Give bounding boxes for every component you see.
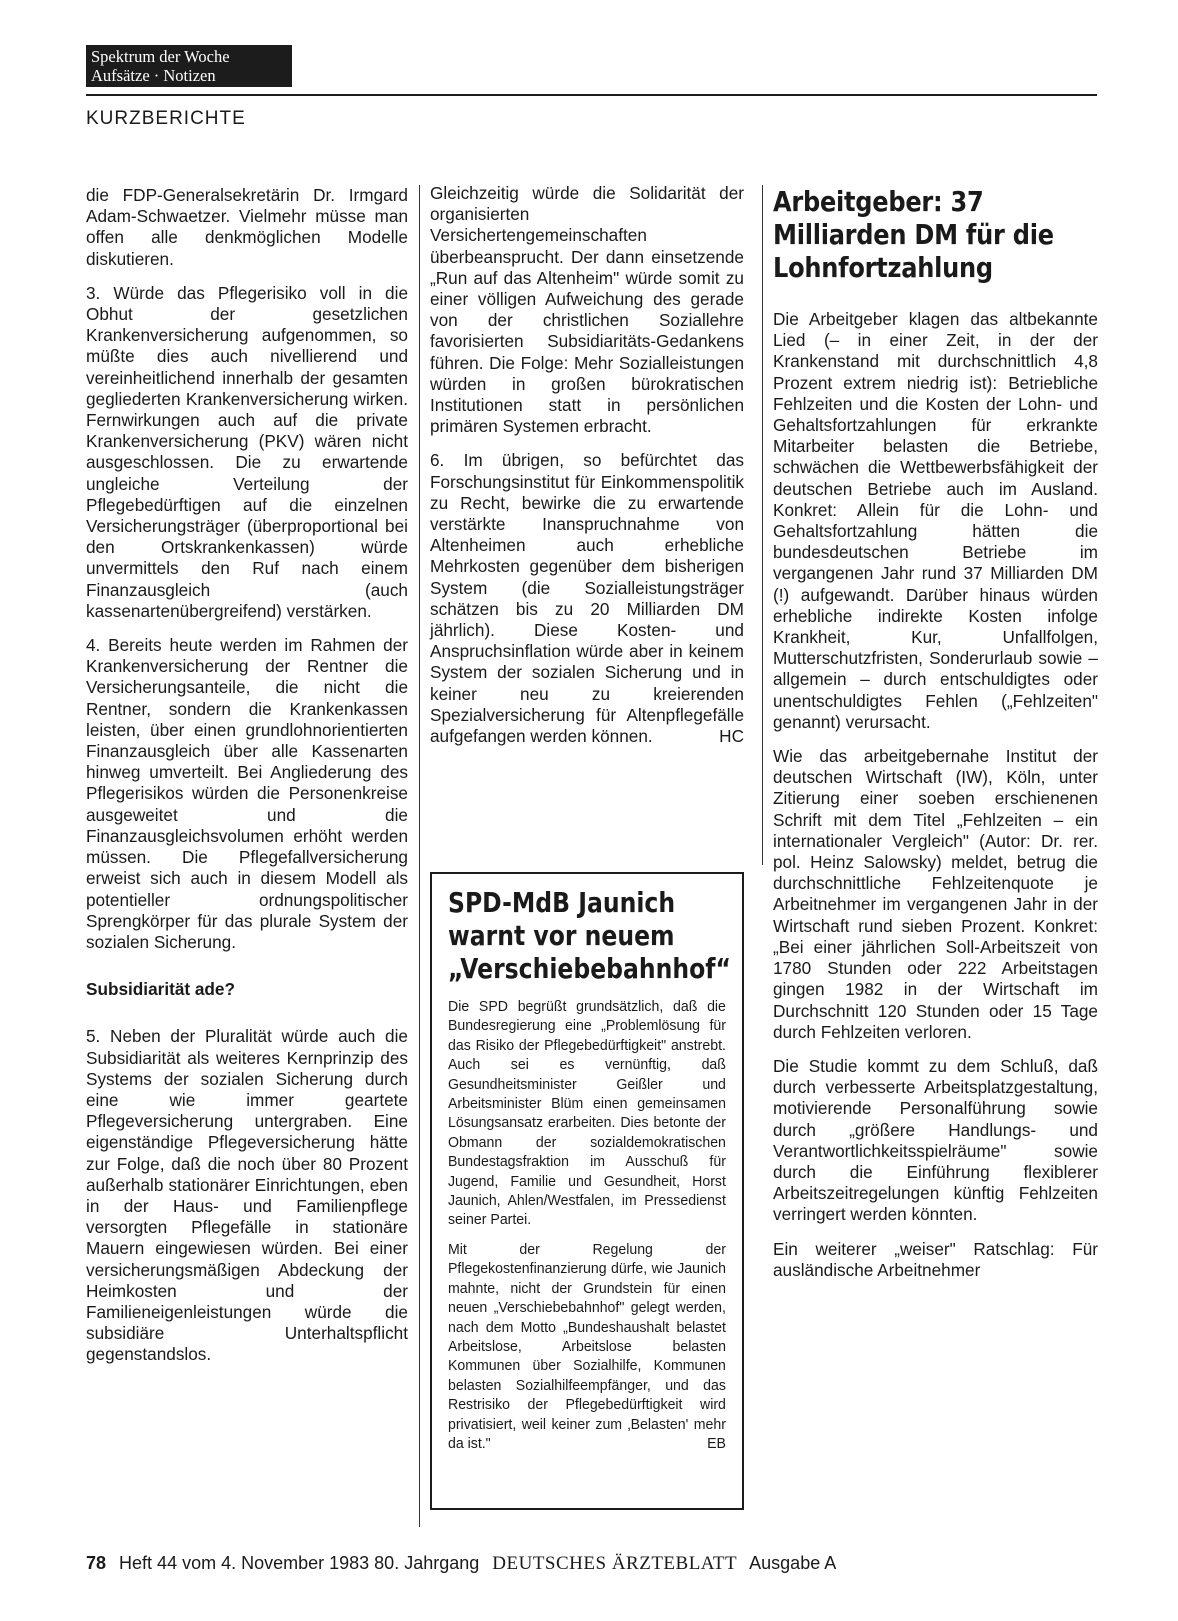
edition: Ausgabe A (749, 1553, 837, 1573)
paragraph: Die Arbeitgeber klagen das altbekannte Lied (– in einer Zeit, in der der Krankenstand mit durchschnittlich 4,8 Prozent extrem niedrig ist): Betriebliche Fehlzeiten und die Kosten der Lohn- und Gehaltsfortzahlungen für erkrankte Mitarbeiter belasten die Betriebe, schwächen die Wettbewerbsfähigkeit der deutschen Betriebe auch im Ausland. Konkret: Allein für die Lohn- und Gehaltsfortzahlung hätten die bundesdeutschen Betriebe im vergangenen Jahr rund 37 Milliarden DM (!) aufgewandt. Darüber hinaus würden erhebliche indirekte Kosten infolge Krankheit, Kur, Unfallfolgen, Mutterschutzfristen, Sonderurlaub sowie – allgemein – durch entschuldigtes oder unentschuldigtes Fehlen („Fehlzeiten" genannt) verursacht. (773, 309, 1098, 732)
header-rule (86, 94, 1097, 96)
paragraph-text: 6. Im übrigen, so befürchtet das Forschungsinstitut für Einkommenspolitik zu Recht, bewirke die zu erwartende verstärkte Inanspruchnahme von Altenheimen auch erhebliche Mehrkosten gegenüber dem bisherigen System (die Sozialleistungsträger schätzen bis zu 20 Milliarden DM jährlich). Diese Kosten- und Anspruchsinflation würde aber in keinem System der sozialen Sicherung und in keiner neu zu kreierenden Spezialversicherung für Altenpflegefälle aufgefangen werden können. (430, 450, 744, 747)
article-headline: Arbeitgeber: 37 Milliarden DM für die Lohnfortzahlung (773, 185, 1054, 284)
page-number: 78 (86, 1553, 107, 1573)
badge-line-1: Spektrum der Woche (91, 47, 230, 66)
box-headline: SPD-MdB Jaunich warnt vor neuem „Verschiebebahnhof“ (448, 886, 731, 985)
column-3 (773, 185, 1098, 1294)
subheading: Subsidiarität ade? (86, 979, 235, 1000)
paragraph: Ein weiterer „weiser" Ratschlag: Für ausländische Arbeitnehmer (773, 1238, 1098, 1280)
paragraph (448, 1240, 726, 1453)
column-2 (430, 183, 744, 760)
paragraph: Die Studie kommt zu dem Schluß, daß durch verbesserte Arbeitsplatzgestaltung, motivierende Personalführung sowie durch „größere Handlungs- und Verantwortlichkeitsspielräume" sowie durch die Einführung flexiblerer Arbeitszeitregelungen künftig Fehlzeiten verringert werden könnten. (773, 1055, 1098, 1225)
column-divider-2 (762, 185, 763, 865)
section-badge (86, 45, 292, 87)
news-box (430, 872, 744, 1510)
author-signature: HC (719, 726, 744, 747)
paragraph: Gleichzeitig würde die Solidarität der organisierten Versichertengemeinschaften überbeansprucht. Der dann einsetzende „Run auf das Altenheim" würde somit zu einer völligen Aufweichung des gerade von der christlichen Soziallehre favorisierten Subsidiaritäts-Gedankens führen. Die Folge: Mehr Sozialleistungen würden in großen bürokratischen Institutionen statt in persönlichen primären Systemen erbracht. (430, 183, 744, 437)
paragraph: Wie das arbeitgebernahe Institut der deutschen Wirtschaft (IW), Köln, unter Zitierung einer soeben erschienenen Schrift mit dem Titel „Fehlzeiten – ein internationaler Vergleich" (Autor: Dr. rer. pol. Heinz Salowsky) meldet, betrug die durchschnittliche Fehlzeitenquote je Arbeitnehmer im vergangenen Jahr in der Wirtschaft rund sieben Prozent. Konkret: „Bei einer jährlichen Soll-Arbeitszeit von 1780 Stunden oder 222 Arbeitstagen gingen 1982 in der Wirtschaft im Durchschnitt 120 Stunden oder 15 Tage durch Fehlzeiten verloren. (773, 746, 1098, 1042)
section-label: KURZBERICHTE (86, 108, 246, 129)
paragraph: Die SPD begrüßt grundsätzlich, daß die Bundesregierung eine „Problemlösung für das Risiko der Pflegebedürftigkeit" anstrebt. Auch sei es vernünftig, daß Gesundheitsminister Geißler und Arbeitsminister Blüm einen gemeinsamen Lösungsansatz erarbeiten. Dies betonte der Obmann der sozialdemokratischen Bundestagsfraktion im Ausschuß für Jugend, Familie und Gesundheit, Horst Jaunich, Ahlen/Westfalen, im Pressedienst seiner Partei. (448, 998, 726, 1229)
paragraph-text: Mit der Regelung der Pflegekostenfinanzierung dürfe, wie Jaunich mahnte, nicht der Grundstein für einen neuen „Verschiebebahnhof" gelegt werden, nach dem Motto „Bundeshaushalt belastet Arbeitslose, Arbeitslose belasten Kommunen über Sozialhilfe, Kommunen belasten Sozialhilfeempfänger, und das Restrisiko der Pflegebedürftigkeit wird privatisiert, weil keiner zum ‚Belasten' mehr da ist." (448, 1240, 726, 1452)
column-divider-1 (419, 185, 420, 1527)
paragraph: 4. Bereits heute werden im Rahmen der Krankenversicherung der Rentner die Versicherungsanteile, die nicht die Rentner, sondern die Krankenkassen leisten, über einen grundlohnorientierten Finanzausgleich über alle Kassenarten hinweg umverteilt. Bei Angliederung des Pflegerisikos würden die Personenkreise ausgeweitet und die Finanzausgleichsvolumen erhöht werden müssen. Die Pflegefallversicherung erweist sich auch in diesem Modell als potentieller ordnungspolitischer Sprengkörper für das plurale System der sozialen Sicherung. (86, 635, 408, 952)
paragraph (430, 450, 744, 747)
paragraph: die FDP-Generalsekretärin Dr. Irmgard Adam-Schwaetzer. Vielmehr müsse man offen alle denkmöglichen Modelle diskutieren. (86, 185, 408, 269)
paragraph: 5. Neben der Pluralität würde auch die Subsidiarität als weiteres Kernprinzip des Systems der sozialen Sicherung durch eine wie immer geartete Pflegeversicherung untergraben. Eine eigenständige Pflegeversicherung hätte zur Folge, daß die noch über 80 Prozent außerhalb stationärer Einrichtungen, eben in der Haus- und Familienpflege versorgten Pflegefälle in stationäre Mauern eingewiesen würden. Bei einer versicherungsmäßigen Abdeckung der Heimkosten und der Familieneigenleistungen würde die subsidiäre Unterhaltspflicht gegenstandslos. (86, 1026, 408, 1365)
column-1 (86, 185, 408, 1379)
issue-info: Heft 44 vom 4. November 1983 80. Jahrgang (119, 1553, 480, 1573)
publication-name: DEUTSCHES ÄRZTEBLATT (492, 1553, 738, 1574)
author-signature: EB (707, 1434, 726, 1452)
page-footer (86, 1553, 836, 1575)
badge-line-2: Aufsätze · Notizen (91, 66, 216, 85)
paragraph: 3. Würde das Pflegerisiko voll in die Obhut der gesetzlichen Krankenversicherung aufgenommen, so müßte dies auch nivellierend und vereinheitlichend innerhalb der gesamten gegliederten Krankenversicherung wirken. Fernwirkungen auch auf die private Krankenversicherung (PKV) wären nicht ausgeschlossen. Die zu erwartende ungleiche Verteilung der Pflegebedürftigen auf die einzelnen Versicherungsträger (überproportional bei den Ortskrankenkassen) würde unvermittels den Ruf nach einem Finanzausgleich (auch kassenartenübergreifend) verstärken. (86, 282, 408, 621)
